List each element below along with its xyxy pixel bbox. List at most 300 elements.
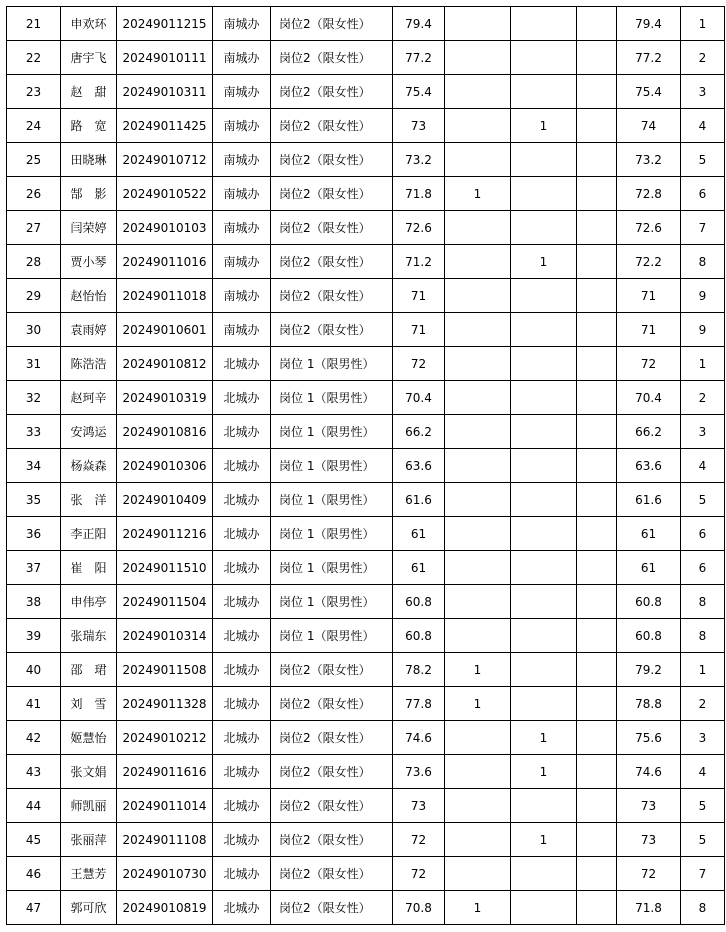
extra-cell [577,279,617,313]
extra-cell [577,109,617,143]
exam-id-cell: 20249010730 [117,857,213,891]
total-score-cell: 77.2 [617,41,681,75]
score-cell: 61.6 [393,483,445,517]
bonus-a-cell: 1 [445,687,511,721]
row-number-cell: 21 [7,7,61,41]
position-cell: 岗位2（限女性） [271,109,393,143]
exam-id-cell: 20249010522 [117,177,213,211]
position-cell: 岗位 1（限男性） [271,347,393,381]
position-cell: 岗位2（限女性） [271,755,393,789]
office-cell: 北城办 [213,823,271,857]
rank-cell: 8 [681,585,725,619]
table-row [7,891,725,925]
office-cell: 南城办 [213,245,271,279]
position-cell: 岗位2（限女性） [271,211,393,245]
office-cell: 北城办 [213,687,271,721]
extra-cell [577,177,617,211]
name-cell: 郜 影 [61,177,117,211]
score-cell: 71 [393,313,445,347]
total-score-cell: 72.8 [617,177,681,211]
position-cell: 岗位 1（限男性） [271,619,393,653]
bonus-b-cell [511,551,577,585]
bonus-b-cell: 1 [511,109,577,143]
extra-cell [577,619,617,653]
rank-cell: 4 [681,755,725,789]
extra-cell [577,551,617,585]
row-number-cell: 42 [7,721,61,755]
name-cell: 姬慧怡 [61,721,117,755]
rank-cell: 7 [681,211,725,245]
total-score-cell: 70.4 [617,381,681,415]
bonus-a-cell [445,75,511,109]
rank-cell: 3 [681,75,725,109]
total-score-cell: 60.8 [617,585,681,619]
table-row [7,75,725,109]
position-cell: 岗位2（限女性） [271,143,393,177]
name-cell: 申欢环 [61,7,117,41]
table-row [7,245,725,279]
table-row [7,177,725,211]
total-score-cell: 71.8 [617,891,681,925]
bonus-b-cell [511,313,577,347]
name-cell: 张 洋 [61,483,117,517]
score-cell: 60.8 [393,585,445,619]
office-cell: 南城办 [213,313,271,347]
bonus-a-cell [445,109,511,143]
name-cell: 陈浩浩 [61,347,117,381]
table-row [7,41,725,75]
name-cell: 赵怡怡 [61,279,117,313]
total-score-cell: 73.2 [617,143,681,177]
rank-cell: 1 [681,7,725,41]
extra-cell [577,7,617,41]
exam-id-cell: 20249010212 [117,721,213,755]
score-cell: 61 [393,551,445,585]
exam-id-cell: 20249010712 [117,143,213,177]
total-score-cell: 79.2 [617,653,681,687]
row-number-cell: 22 [7,41,61,75]
position-cell: 岗位 1（限男性） [271,381,393,415]
office-cell: 北城办 [213,381,271,415]
total-score-cell: 60.8 [617,619,681,653]
rank-cell: 6 [681,517,725,551]
bonus-b-cell [511,449,577,483]
row-number-cell: 28 [7,245,61,279]
score-cell: 79.4 [393,7,445,41]
row-number-cell: 30 [7,313,61,347]
bonus-a-cell [445,381,511,415]
position-cell: 岗位2（限女性） [271,7,393,41]
bonus-a-cell [445,721,511,755]
total-score-cell: 73 [617,823,681,857]
score-cell: 72 [393,857,445,891]
row-number-cell: 35 [7,483,61,517]
row-number-cell: 26 [7,177,61,211]
office-cell: 南城办 [213,177,271,211]
exam-id-cell: 20249011016 [117,245,213,279]
position-cell: 岗位2（限女性） [271,857,393,891]
rank-cell: 7 [681,857,725,891]
exam-id-cell: 20249011018 [117,279,213,313]
extra-cell [577,653,617,687]
rank-cell: 9 [681,313,725,347]
bonus-a-cell [445,857,511,891]
exam-id-cell: 20249011616 [117,755,213,789]
position-cell: 岗位2（限女性） [271,177,393,211]
score-cell: 75.4 [393,75,445,109]
office-cell: 北城办 [213,551,271,585]
name-cell: 路 宽 [61,109,117,143]
table-row [7,619,725,653]
rank-cell: 2 [681,687,725,721]
bonus-a-cell [445,279,511,313]
results-table [6,6,725,925]
score-cell: 70.8 [393,891,445,925]
office-cell: 北城办 [213,619,271,653]
name-cell: 李正阳 [61,517,117,551]
bonus-b-cell [511,517,577,551]
position-cell: 岗位2（限女性） [271,75,393,109]
table-body [7,7,725,925]
row-number-cell: 23 [7,75,61,109]
name-cell: 安鸿运 [61,415,117,449]
bonus-a-cell: 1 [445,891,511,925]
position-cell: 岗位2（限女性） [271,823,393,857]
extra-cell [577,381,617,415]
exam-id-cell: 20249010409 [117,483,213,517]
total-score-cell: 79.4 [617,7,681,41]
name-cell: 王慧芳 [61,857,117,891]
total-score-cell: 72 [617,347,681,381]
score-cell: 77.2 [393,41,445,75]
row-number-cell: 39 [7,619,61,653]
name-cell: 唐宇飞 [61,41,117,75]
score-cell: 71.8 [393,177,445,211]
row-number-cell: 38 [7,585,61,619]
office-cell: 北城办 [213,347,271,381]
rank-cell: 5 [681,483,725,517]
rank-cell: 2 [681,381,725,415]
bonus-b-cell [511,857,577,891]
score-cell: 72.6 [393,211,445,245]
extra-cell [577,891,617,925]
bonus-a-cell [445,7,511,41]
office-cell: 南城办 [213,7,271,41]
office-cell: 北城办 [213,483,271,517]
row-number-cell: 44 [7,789,61,823]
score-cell: 77.8 [393,687,445,721]
bonus-b-cell [511,687,577,721]
row-number-cell: 47 [7,891,61,925]
row-number-cell: 40 [7,653,61,687]
office-cell: 北城办 [213,789,271,823]
office-cell: 南城办 [213,41,271,75]
name-cell: 杨焱森 [61,449,117,483]
bonus-a-cell [445,449,511,483]
row-number-cell: 45 [7,823,61,857]
name-cell: 张丽萍 [61,823,117,857]
position-cell: 岗位 1（限男性） [271,585,393,619]
office-cell: 北城办 [213,653,271,687]
table-row [7,415,725,449]
total-score-cell: 61 [617,517,681,551]
position-cell: 岗位 1（限男性） [271,483,393,517]
rank-cell: 8 [681,245,725,279]
rank-cell: 3 [681,415,725,449]
total-score-cell: 72.6 [617,211,681,245]
rank-cell: 8 [681,619,725,653]
rank-cell: 4 [681,449,725,483]
bonus-b-cell [511,415,577,449]
office-cell: 北城办 [213,449,271,483]
exam-id-cell: 20249010314 [117,619,213,653]
position-cell: 岗位 1（限男性） [271,551,393,585]
score-cell: 61 [393,517,445,551]
bonus-b-cell [511,653,577,687]
bonus-a-cell: 1 [445,177,511,211]
name-cell: 崔 阳 [61,551,117,585]
row-number-cell: 25 [7,143,61,177]
score-cell: 72 [393,347,445,381]
extra-cell [577,211,617,245]
exam-id-cell: 20249011425 [117,109,213,143]
table-row [7,755,725,789]
office-cell: 北城办 [213,415,271,449]
rank-cell: 5 [681,789,725,823]
office-cell: 南城办 [213,109,271,143]
exam-id-cell: 20249010816 [117,415,213,449]
table-row [7,483,725,517]
bonus-b-cell [511,41,577,75]
exam-id-cell: 20249011504 [117,585,213,619]
score-cell: 60.8 [393,619,445,653]
office-cell: 北城办 [213,755,271,789]
row-number-cell: 37 [7,551,61,585]
row-number-cell: 32 [7,381,61,415]
exam-id-cell: 20249010111 [117,41,213,75]
office-cell: 南城办 [213,279,271,313]
total-score-cell: 74.6 [617,755,681,789]
office-cell: 北城办 [213,585,271,619]
rank-cell: 5 [681,823,725,857]
extra-cell [577,415,617,449]
position-cell: 岗位 1（限男性） [271,517,393,551]
row-number-cell: 27 [7,211,61,245]
table-row [7,313,725,347]
score-cell: 71 [393,279,445,313]
rank-cell: 8 [681,891,725,925]
table-row [7,143,725,177]
total-score-cell: 61 [617,551,681,585]
name-cell: 袁雨婷 [61,313,117,347]
score-cell: 73 [393,109,445,143]
exam-id-cell: 20249010306 [117,449,213,483]
total-score-cell: 71 [617,279,681,313]
office-cell: 北城办 [213,721,271,755]
position-cell: 岗位2（限女性） [271,279,393,313]
total-score-cell: 78.8 [617,687,681,721]
bonus-b-cell: 1 [511,721,577,755]
position-cell: 岗位2（限女性） [271,789,393,823]
exam-id-cell: 20249010311 [117,75,213,109]
total-score-cell: 75.4 [617,75,681,109]
position-cell: 岗位2（限女性） [271,687,393,721]
score-cell: 78.2 [393,653,445,687]
office-cell: 北城办 [213,517,271,551]
exam-id-cell: 20249011508 [117,653,213,687]
row-number-cell: 41 [7,687,61,721]
bonus-b-cell [511,279,577,313]
name-cell: 田晓琳 [61,143,117,177]
table-row [7,279,725,313]
table-row [7,823,725,857]
table-row [7,789,725,823]
rank-cell: 6 [681,177,725,211]
extra-cell [577,245,617,279]
office-cell: 南城办 [213,143,271,177]
bonus-b-cell [511,211,577,245]
position-cell: 岗位2（限女性） [271,41,393,75]
table-row [7,857,725,891]
position-cell: 岗位2（限女性） [271,721,393,755]
exam-id-cell: 20249011328 [117,687,213,721]
extra-cell [577,687,617,721]
row-number-cell: 34 [7,449,61,483]
bonus-b-cell [511,585,577,619]
name-cell: 师凯丽 [61,789,117,823]
bonus-b-cell [511,789,577,823]
score-cell: 73.2 [393,143,445,177]
extra-cell [577,755,617,789]
total-score-cell: 61.6 [617,483,681,517]
total-score-cell: 72 [617,857,681,891]
exam-id-cell: 20249010319 [117,381,213,415]
table-row [7,687,725,721]
rank-cell: 9 [681,279,725,313]
table-row [7,721,725,755]
extra-cell [577,823,617,857]
bonus-a-cell [445,143,511,177]
total-score-cell: 74 [617,109,681,143]
bonus-a-cell [445,585,511,619]
name-cell: 邵 珺 [61,653,117,687]
total-score-cell: 71 [617,313,681,347]
table-row [7,653,725,687]
score-cell: 71.2 [393,245,445,279]
rank-cell: 1 [681,653,725,687]
extra-cell [577,313,617,347]
exam-id-cell: 20249010103 [117,211,213,245]
exam-id-cell: 20249010601 [117,313,213,347]
position-cell: 岗位2（限女性） [271,653,393,687]
extra-cell [577,449,617,483]
extra-cell [577,585,617,619]
bonus-b-cell [511,75,577,109]
score-cell: 74.6 [393,721,445,755]
score-cell: 72 [393,823,445,857]
row-number-cell: 36 [7,517,61,551]
name-cell: 张瑞东 [61,619,117,653]
bonus-a-cell [445,41,511,75]
bonus-a-cell [445,823,511,857]
extra-cell [577,857,617,891]
row-number-cell: 31 [7,347,61,381]
bonus-a-cell [445,789,511,823]
position-cell: 岗位 1（限男性） [271,415,393,449]
bonus-b-cell [511,347,577,381]
bonus-a-cell [445,483,511,517]
score-cell: 66.2 [393,415,445,449]
bonus-b-cell [511,619,577,653]
bonus-a-cell: 1 [445,653,511,687]
bonus-b-cell [511,381,577,415]
exam-id-cell: 20249011108 [117,823,213,857]
bonus-b-cell [511,7,577,41]
bonus-a-cell [445,619,511,653]
name-cell: 赵 甜 [61,75,117,109]
score-cell: 63.6 [393,449,445,483]
table-row [7,7,725,41]
table-row [7,449,725,483]
table-row [7,381,725,415]
extra-cell [577,41,617,75]
bonus-b-cell: 1 [511,823,577,857]
table-row [7,109,725,143]
bonus-a-cell [445,755,511,789]
bonus-b-cell [511,143,577,177]
table-row [7,551,725,585]
extra-cell [577,483,617,517]
table-row [7,585,725,619]
total-score-cell: 66.2 [617,415,681,449]
table-row [7,347,725,381]
bonus-b-cell [511,483,577,517]
row-number-cell: 46 [7,857,61,891]
bonus-a-cell [445,211,511,245]
name-cell: 贾小琴 [61,245,117,279]
extra-cell [577,789,617,823]
extra-cell [577,75,617,109]
bonus-b-cell [511,891,577,925]
table-row [7,517,725,551]
exam-id-cell: 20249011215 [117,7,213,41]
extra-cell [577,347,617,381]
name-cell: 刘 雪 [61,687,117,721]
office-cell: 南城办 [213,211,271,245]
office-cell: 北城办 [213,857,271,891]
extra-cell [577,143,617,177]
bonus-b-cell: 1 [511,245,577,279]
score-cell: 73 [393,789,445,823]
bonus-a-cell [445,313,511,347]
bonus-b-cell: 1 [511,755,577,789]
rank-cell: 3 [681,721,725,755]
position-cell: 岗位2（限女性） [271,891,393,925]
position-cell: 岗位2（限女性） [271,313,393,347]
office-cell: 南城办 [213,75,271,109]
name-cell: 闫荣婷 [61,211,117,245]
total-score-cell: 73 [617,789,681,823]
position-cell: 岗位2（限女性） [271,245,393,279]
name-cell: 申伟亭 [61,585,117,619]
office-cell: 北城办 [213,891,271,925]
exam-id-cell: 20249011510 [117,551,213,585]
rank-cell: 6 [681,551,725,585]
bonus-a-cell [445,415,511,449]
row-number-cell: 29 [7,279,61,313]
name-cell: 赵珂辛 [61,381,117,415]
rank-cell: 4 [681,109,725,143]
